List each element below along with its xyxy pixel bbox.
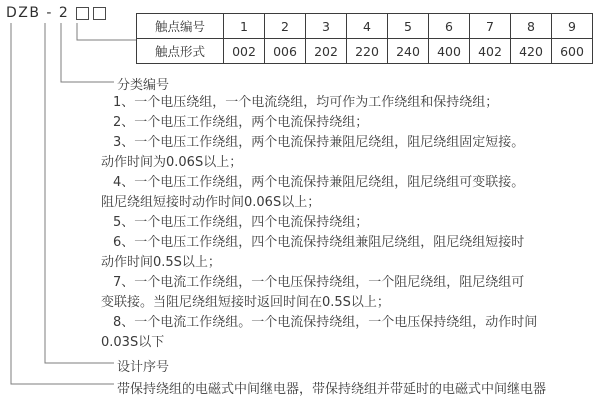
classification-line: 2、一个电压工作绕组，两个电流保持绕组； [113, 115, 369, 130]
table-cell: 8 [511, 14, 552, 39]
classification-line: 0.03S以下 [101, 335, 165, 350]
classification-label: 分类编号 [117, 78, 170, 93]
table-cell: 202 [306, 39, 347, 64]
table-cell: 600 [552, 39, 593, 64]
table-cell: 9 [552, 14, 593, 39]
model-digit-box-2 [93, 7, 106, 20]
leader-line-contact-form [77, 23, 136, 40]
table-cell: 7 [470, 14, 511, 39]
table-row [137, 39, 593, 64]
classification-line: 8、一个电流工作绕组。一个电流保持绕组，一个电压保持绕组，动作时间 [113, 315, 538, 330]
classification-line: 变联接。当阻尼绕组短接时返回时间在0.5S以上； [101, 295, 390, 310]
model-digit-box-1 [76, 7, 89, 20]
classification-line: 5、一个电压工作绕组，四个电流保持绕组； [113, 215, 369, 230]
contact-form-table [136, 13, 593, 64]
table-cell: 006 [265, 39, 306, 64]
relay-type-note: 带保持绕组的电磁式中间继电器，带保持绕组并带延时的电磁式中间继电器 [117, 382, 547, 397]
model-code [6, 5, 106, 21]
table-cell: 002 [224, 39, 265, 64]
table-row [137, 14, 593, 39]
model-code-text: DZB - 2 [6, 5, 70, 21]
table-cell: 5 [388, 14, 429, 39]
row-header: 触点形式 [137, 39, 224, 64]
classification-line: 1、一个电压绕组，一个电流绕组，均可作为工作绕组和保持绕组； [113, 95, 499, 110]
classification-line: 6、一个电压工作绕组，四个电流保持绕组兼阻尼绕组，阻尼绕组短接时 [113, 235, 525, 250]
table-cell: 420 [511, 39, 552, 64]
classification-line: 7、一个电流工作绕组，一个电压保持绕组，一个阻尼绕组，阻尼绕组可 [113, 275, 525, 290]
table-cell: 2 [265, 14, 306, 39]
classification-list [101, 93, 581, 353]
leader-line-classification [61, 23, 114, 82]
classification-line: 阻尼绕组短接时动作时间0.06S以上； [101, 195, 321, 210]
classification-line: 4、一个电压工作绕组，两个电流保持兼阻尼绕组，阻尼绕组可变联接。 [113, 175, 525, 190]
table-cell: 400 [429, 39, 470, 64]
classification-line: 动作时间为0.06S以上； [101, 155, 243, 170]
table-cell: 3 [306, 14, 347, 39]
classification-line: 动作时间0.5S以上； [101, 255, 221, 270]
design-serial-label: 设计序号 [117, 360, 170, 375]
leader-line-model-prefix [11, 23, 114, 384]
table-cell: 402 [470, 39, 511, 64]
table-cell: 240 [388, 39, 429, 64]
table-cell: 220 [347, 39, 388, 64]
classification-line: 3、一个电压工作绕组，两个电流保持兼阻尼绕组，阻尼绕组固定短接。 [113, 135, 525, 150]
table-cell: 1 [224, 14, 265, 39]
table-cell: 6 [429, 14, 470, 39]
contact-table-body [137, 14, 593, 64]
table-cell: 4 [347, 14, 388, 39]
row-header: 触点编号 [137, 14, 224, 39]
